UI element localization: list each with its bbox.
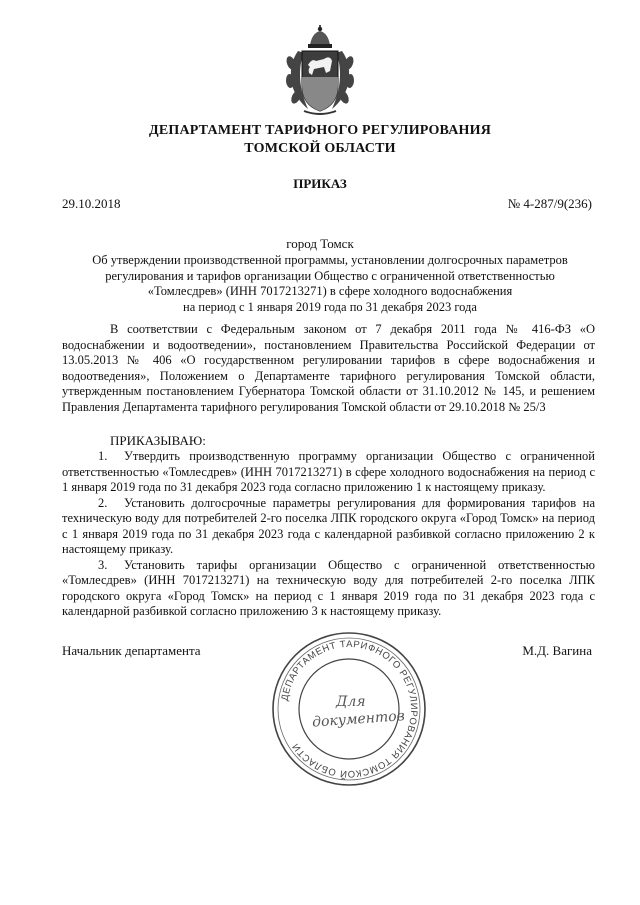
stamp-center-line-2: документов [311,708,406,731]
order-subject [60,253,600,315]
decree-items-list [62,449,595,620]
official-stamp [268,628,430,790]
item-text: Установить долгосрочные параметры регулирования для формирования тарифов на техническую воду для потребителей 2-го поселка ЛПК городского округа «Город Томск» на период с 1 января 2019 года по 31 декабря 2023 года с календарной разбивкой согласно приложению 2 к настоящему приказу. [62,495,595,556]
signatory-name: М.Д. Вагина [522,643,592,658]
item-number: 2. [98,495,108,510]
stamp-center-line-1: Для [336,694,366,710]
signatory-title: Начальник департамента [62,643,201,658]
stamp-ring-text: ДЕПАРТАМЕНТ ТАРИФНОГО РЕГУЛИРОВАНИЯ ТОМСКОЙ ОБЛАСТИ [279,638,420,780]
order-title: ПРИКАЗ [293,176,347,191]
department-line-2: ТОМСКОЙ ОБЛАСТИ [244,141,396,156]
coat-of-arms-emblem [282,25,358,117]
preamble-paragraph: В соответствии с Федеральным законом от 7 декабря 2011 года № 416-ФЗ «О водоснабжении и водоотведении», постановлением Правительства Российской Федерации от 13.05.2013 № 406 «О государственном регулировании тарифов в сфере водоснабжения и водоотведения», Положением о Департаменте тарифного регулирования Томской области, утвержденным постановлением Губернатора Томской области от 31.10.2012 № 145, и решением Правления Департамента тарифного регулирования Томской области от 29.10.2018 № 25/3 [62,322,595,414]
order-date: 29.10.2018 [62,196,121,211]
subject-line: «Томлесдрев» (ИНН 7017213271) в сфере холодного водоснабжения [147,284,513,298]
item-number: 1. [98,449,108,463]
list-item [62,449,595,496]
order-city: город Томск [286,236,354,251]
order-number: № 4-287/9(236) [507,196,592,211]
list-item [62,496,595,558]
subject-line: регулирования и тарифов организации Общество с ограниченной ответственностью [105,268,555,283]
department-name [0,122,640,158]
shield-icon [302,51,338,111]
item-text: Установить тарифы организации Общество с ограниченной ответственностью «Томлесдрев» (ИНН 7017213271) на техническую воду для потребителей 2-го поселка ЛПК городского округа «Город Томск» на период с 1 января 2019 года по 31 декабря 2023 года с календарной разбивкой согласно приложению 3 к настоящему приказу. [62,557,595,618]
list-item [62,558,595,620]
subject-line: на период с 1 января 2019 года по 31 декабря 2023 года [183,299,477,314]
item-text: Утвердить производственную программу организации Общество с ограниченной ответственностью «Томлесдрев» (ИНН 7017213271) в сфере холодного водоснабжения на период с 1 января 2019 года по 31 декабря 2023 года согласно приложению 1 к настоящему приказу. [62,449,595,494]
department-line-1: ДЕПАРТАМЕНТ ТАРИФНОГО РЕГУЛИРОВАНИЯ [148,123,492,138]
crown-icon [308,25,332,48]
decree-word: ПРИКАЗЫВАЮ: [110,433,206,448]
subject-line: Об утверждении производственной программы, установлении долгосрочных параметров [92,253,568,267]
item-number: 3. [98,557,108,572]
